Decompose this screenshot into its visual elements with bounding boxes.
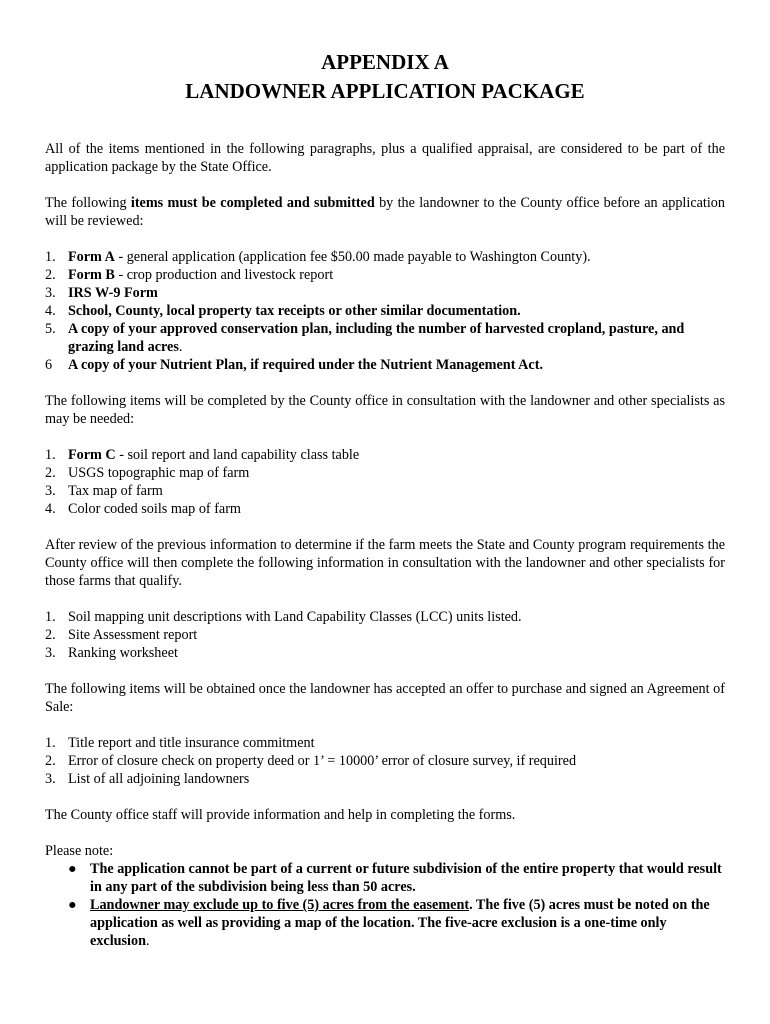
list-item: 1. Soil mapping unit descriptions with Land Capability Classes (LCC) units listed. (45, 609, 522, 625)
list-item: 2. Error of closure check on property deed or 1’ = 10000’ error of closure survey, if required (45, 753, 577, 769)
list-item: 4. School, County, local property tax receipts or other similar documentation. (45, 303, 521, 319)
qualification-items-list (45, 608, 725, 662)
list-item: ● Landowner may exclude up to five (5) acres from the easement. The five (5) acres must be noted on the application as well as providing a map of the location. The five-acre exclusion is a one-time only exclusion. (68, 897, 710, 949)
list-item: 3. List of all adjoining landowners (45, 771, 250, 787)
list-item: 3. Tax map of farm (45, 483, 163, 499)
section4-lead: The following items will be obtained once the landowner has accepted an offer to purchase and signed an Agreement of Sale: (45, 681, 725, 715)
please-note-list (45, 860, 725, 950)
list-item: 3. Ranking worksheet (45, 645, 178, 661)
sale-items-list (45, 734, 725, 788)
title-line-2: LANDOWNER APPLICATION PACKAGE (185, 79, 585, 103)
list-item: 1. Title report and title insurance commitment (45, 735, 315, 751)
list-item: 6 A copy of your Nutrient Plan, if required under the Nutrient Management Act. (45, 357, 543, 373)
section3-lead: After review of the previous information to determine if the farm meets the State and County program requirements the County office will then complete the following information in consultation with the landowner and other specialists for those farms that qualify. (45, 537, 725, 589)
document-title (45, 48, 725, 106)
county-items-list (45, 446, 725, 518)
bullet-icon: ● (68, 897, 77, 913)
list-item: 1. Form A - general application (application fee $50.00 made payable to Washington County). (45, 249, 591, 265)
bullet-icon: ● (68, 861, 77, 877)
staff-note: The County office staff will provide information and help in completing the forms. (45, 807, 516, 823)
title-line-1: APPENDIX A (321, 50, 449, 74)
list-item: 4. Color coded soils map of farm (45, 501, 241, 517)
section1-lead: The following items must be completed and submitted by the landowner to the County office before an application will be reviewed: (45, 195, 725, 229)
section1-lead-emphasis: items must be completed and submitted (130, 195, 375, 211)
list-item: 5. A copy of your approved conservation plan, including the number of harvested cropland, pasture, and grazing land acres. (45, 321, 685, 355)
list-item: 3. IRS W-9 Form (45, 285, 158, 301)
list-item: 2. USGS topographic map of farm (45, 465, 250, 481)
list-item: 2. Form B - crop production and livestock report (45, 267, 334, 283)
please-note-label: Please note: (45, 843, 114, 859)
required-items-list (45, 248, 725, 374)
intro-paragraph: All of the items mentioned in the following paragraphs, plus a qualified appraisal, are considered to be part of the application package by the State Office. (45, 141, 725, 175)
list-item: 1. Form C - soil report and land capability class table (45, 447, 360, 463)
section2-lead: The following items will be completed by the County office in consultation with the landowner and other specialists as may be needed: (45, 393, 725, 427)
list-item: ● The application cannot be part of a current or future subdivision of the entire property that would result in any part of the subdivision being less than 50 acres. (68, 861, 722, 895)
list-item: 2. Site Assessment report (45, 627, 198, 643)
